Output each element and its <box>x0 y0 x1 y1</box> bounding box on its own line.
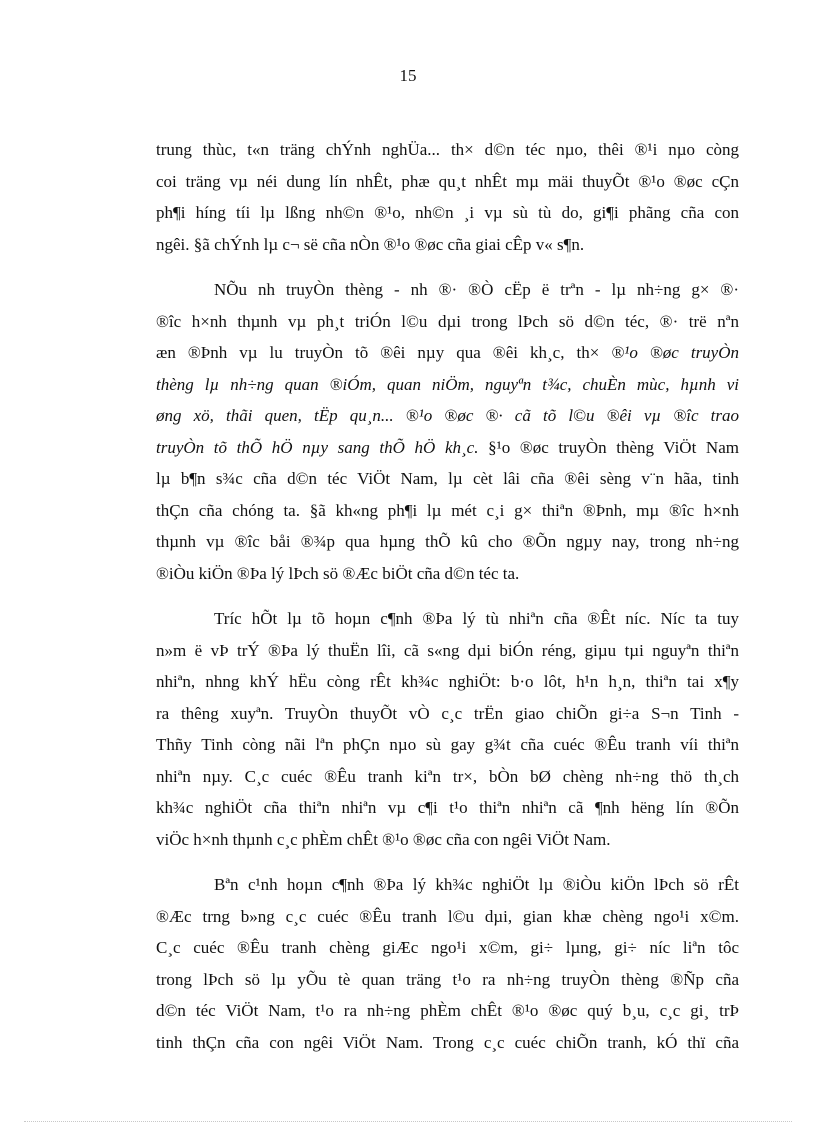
text-line: ®iÒu kiÖn ®Þa lý lÞch sö ®Æc biÖt cña d©n téc ta. <box>156 563 520 583</box>
body-text <box>156 134 739 1058</box>
text-line: Bªn c¹nh hoµn c¶nh ®Þa lý kh¾c nghiÖt lµ ®iÒu kiÖn lÞch sö rÊt <box>214 875 739 894</box>
text-line: trung thùc, t«n träng chÝnh nghÜa... th× d©n téc nµo, thêi ®¹i nµo còng <box>156 140 739 159</box>
page-number: 15 <box>399 66 417 85</box>
text-line: ngêi. §ã chÝnh lµ c¬ së cña nÒn ®¹o ®øc cña giai cÊp v« s¶n. <box>156 234 585 254</box>
text-line: C¸c cuéc ®Êu tranh chèng giÆc ngo¹i x©m, gi÷ lµng, gi÷ níc liªn tôc <box>156 938 739 957</box>
text-line: truyÒn tõ thÕ hÖ nµy sang thÕ hÖ kh¸c. §¹o ®øc truyÒn thèng ViÖt Nam <box>156 437 739 457</box>
text-line: n»m ë vÞ trÝ ®Þa lý thuËn lîi, cã s«ng dµi biÓn réng, giµu tµi nguyªn thiªn <box>156 640 739 660</box>
paragraph-3 <box>156 603 739 855</box>
paragraph-4 <box>156 869 739 1058</box>
text-line: thèng lµ nh÷ng quan ®iÓm, quan niÖm, nguyªn t¾c, chuÈn mùc, hµnh vi <box>156 374 739 394</box>
text-line: ®îc h×nh thµnh vµ ph¸t triÓn l©u dµi trong lÞch sö d©n téc, ®· trë nªn <box>156 311 739 331</box>
text-line: thÇn cña chóng ta. §ã kh«ng ph¶i lµ mét c¸i g× thiªn ®Þnh, mµ ®îc h×nh <box>156 500 739 520</box>
text-line: kh¾c nghiÖt cña thiªn nhiªn vµ c¶i t¹o thiªn nhiªn cã ¶nh hëng lín ®Õn <box>156 798 739 817</box>
text-line: nhiªn, nhng khÝ hËu còng rÊt kh¾c nghiÖt: b·o lôt, h¹n h¸n, thiªn tai x¶y <box>156 672 739 691</box>
text-line: viÖc h×nh thµnh c¸c phÈm chÊt ®¹o ®øc cña con ngêi ViÖt Nam. <box>156 829 611 849</box>
text-line: ph¶i híng tíi lµ lßng nh©n ®¹o, nh©n ¸i vµ sù tù do, gi¶i phãng cña con <box>156 203 739 222</box>
text-line: tinh thÇn cña con ngêi ViÖt Nam. Trong c¸c cuéc chiÕn tranh, kÓ thï cña <box>156 1032 739 1052</box>
text-line: ®Æc trng b»ng c¸c cuéc ®Êu tranh l©u dµi, gian khæ chèng ngo¹i x©m. <box>156 906 739 926</box>
text-line: Tríc hÕt lµ tõ hoµn c¶nh ®Þa lý tù nhiªn cña ®Êt níc. Níc ta tuy <box>214 609 739 628</box>
text-line: Thñy Tinh còng nãi lªn phÇn nµo sù gay g¾t cña cuéc ®Êu tranh víi thiªn <box>156 735 739 754</box>
text-line: thµnh vµ ®îc båi ®¾p qua hµng thÕ kû cho ®Õn ngµy nay, trong nh÷ng <box>156 532 739 551</box>
text-line: øng xö, thãi quen, tËp qu¸n... ®¹o ®øc ®· cã tõ l©u ®êi vµ ®îc trao <box>156 406 739 425</box>
text-line: trong lÞch sö lµ yÕu tè quan träng t¹o ra nh÷ng truyÒn thèng ®Ñp cña <box>156 969 739 989</box>
text-line: nhiªn nµy. C¸c cuéc ®Êu tranh kiªn tr×, bÒn bØ chèng nh÷ng thö th¸ch <box>156 766 739 786</box>
page-bottom-rule <box>24 1121 792 1122</box>
italic-run: ®¹o ®øc truyÒn <box>611 343 739 362</box>
paragraph-1 <box>156 134 739 260</box>
text-line: d©n téc ViÖt Nam, t¹o ra nh÷ng phÈm chÊt ®¹o ®øc quý b¸u, c¸c gi¸ trÞ <box>156 1001 739 1020</box>
text-line: coi träng vµ néi dung lín nhÊt, phæ qu¸t nhÊt mµ mäi thuyÕt ®¹o ®øc cÇn <box>156 171 739 191</box>
text-line: NÕu nh truyÒn thèng - nh ®· ®Ò cËp ë trªn - lµ nh÷ng g× ®· <box>214 280 739 299</box>
italic-run: truyÒn tõ thÕ hÖ nµy sang thÕ hÖ kh¸c. <box>156 437 479 457</box>
paragraph-2 <box>156 274 739 589</box>
text-line: lµ b¶n s¾c cña d©n téc ViÖt Nam, lµ cèt lâi cña ®êi sèng v¨n hãa, tinh <box>156 469 739 488</box>
text-line: æn ®Þnh vµ lu truyÒn tõ ®êi nµy qua ®êi kh¸c, th× ®¹o ®øc truyÒn <box>156 343 739 362</box>
text-line: ra thêng xuyªn. TruyÒn thuyÕt vÒ c¸c trËn giao chiÕn gi÷a S¬n Tinh - <box>156 703 739 723</box>
